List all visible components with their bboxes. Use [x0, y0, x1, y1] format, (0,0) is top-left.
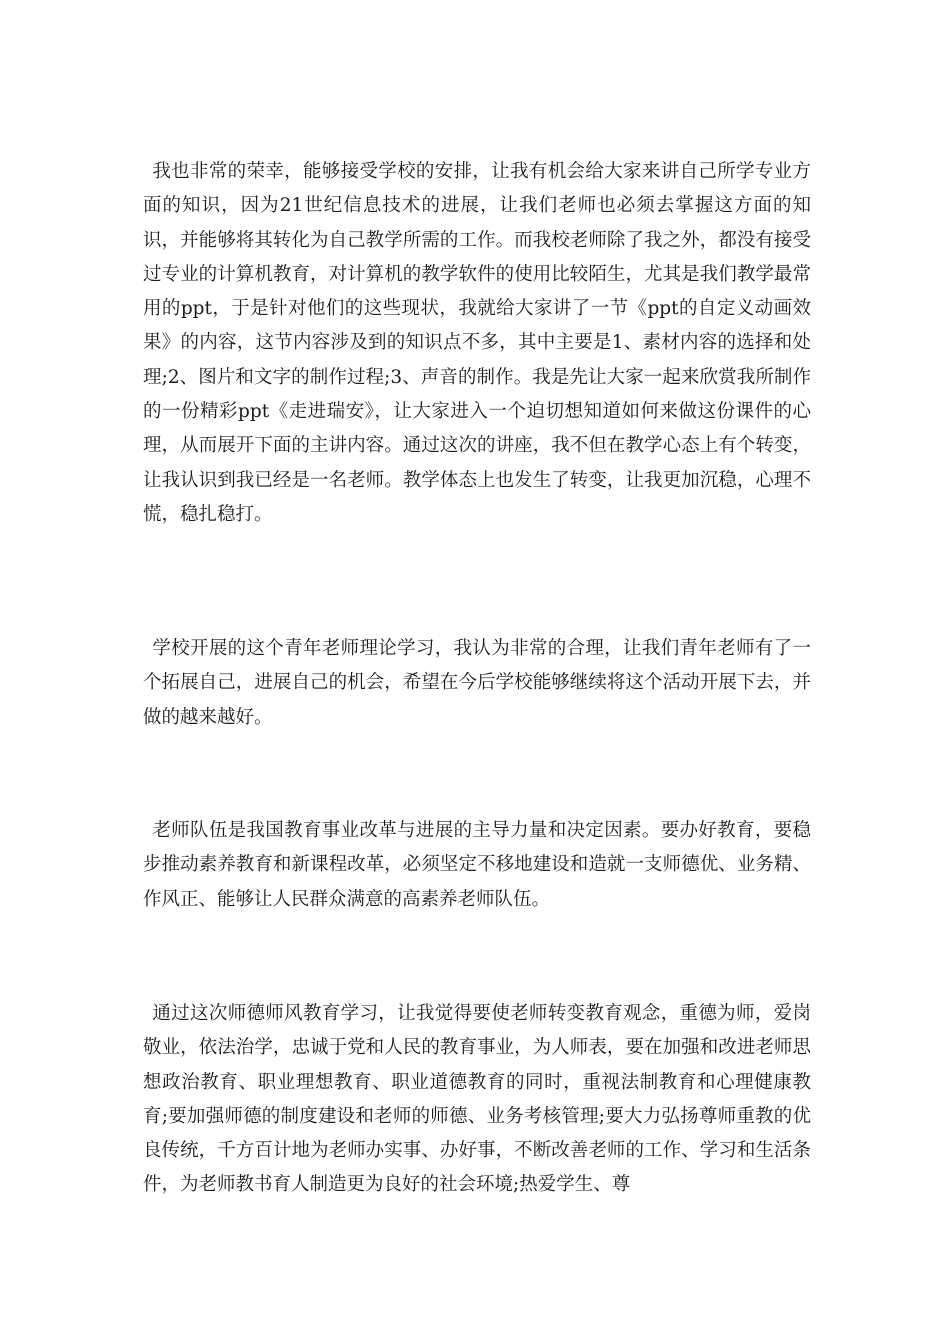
paragraph-4 [143, 997, 811, 1203]
paragraph-3-text: 老师队伍是我国教育事业改革与进展的主导力量和决定因素。要办好教育，要稳步推动素养教育和新课程改革，必须坚定不移地建设和造就一支师德优、业务精、作风正、能够让人民群众满意的高素养老师队伍。 [143, 820, 811, 910]
paragraph-1-text: 我也非常的荣幸，能够接受学校的安排，让我有机会给大家来讲自己所学专业方面的知识，因为21世纪信息技术的进展，让我们老师也必须去掌握这方面的知识，并能够将其转化为自己教学所需的工作。而我校老师除了我之外，都没有接受过专业的计算机教育，对计算机的教学软件的使用比较陌生，尤其是我们教学最常用的ppt，于是针对他们的这些现状，我就给大家讲了一节《ppt的自定义动画效果》的内容，这节内容涉及到的知识点不多，其中主要是1、素材内容的选择和处理;2、图片和文字的制作过程;3、声音的制作。我是先让大家一起来欣赏我所制作的一份精彩ppt《走进瑞安》，让大家进入一个迫切想知道如何来做这份课件的心理，从而展开下面的主讲内容。通过这次的讲座，我不但在教学心态上有个转变，让我认识到我已经是一名老师。教学体态上也发生了转变，让我更加沉稳，心理不慌，稳扎稳打。 [143, 161, 811, 525]
paragraph-3 [143, 814, 811, 917]
paragraph-4-text: 通过这次师德师风教育学习，让我觉得要使老师转变教育观念，重德为师，爱岗敬业，依法治学，忠诚于党和人民的教育事业，为人师表，要在加强和改进老师思想政治教育、职业理想教育、职业道德教育的同时，重视法制教育和心理健康教育;要加强师德的制度建设和老师的师德、业务考核管理;要大力弘扬尊师重教的优良传统，千方百计地为老师办实事、办好事，不断改善老师的工作、学习和生活条件，为老师教书育人制造更为良好的社会环境;热爱学生、尊 [143, 1003, 811, 1196]
paragraph-2 [143, 632, 811, 735]
paragraph-1 [143, 155, 811, 532]
paragraph-2-text: 学校开展的这个青年老师理论学习，我认为非常的合理，让我们青年老师有了一个拓展自己，进展自己的机会，希望在今后学校能够继续将这个活动开展下去，并做的越来越好。 [143, 638, 811, 728]
